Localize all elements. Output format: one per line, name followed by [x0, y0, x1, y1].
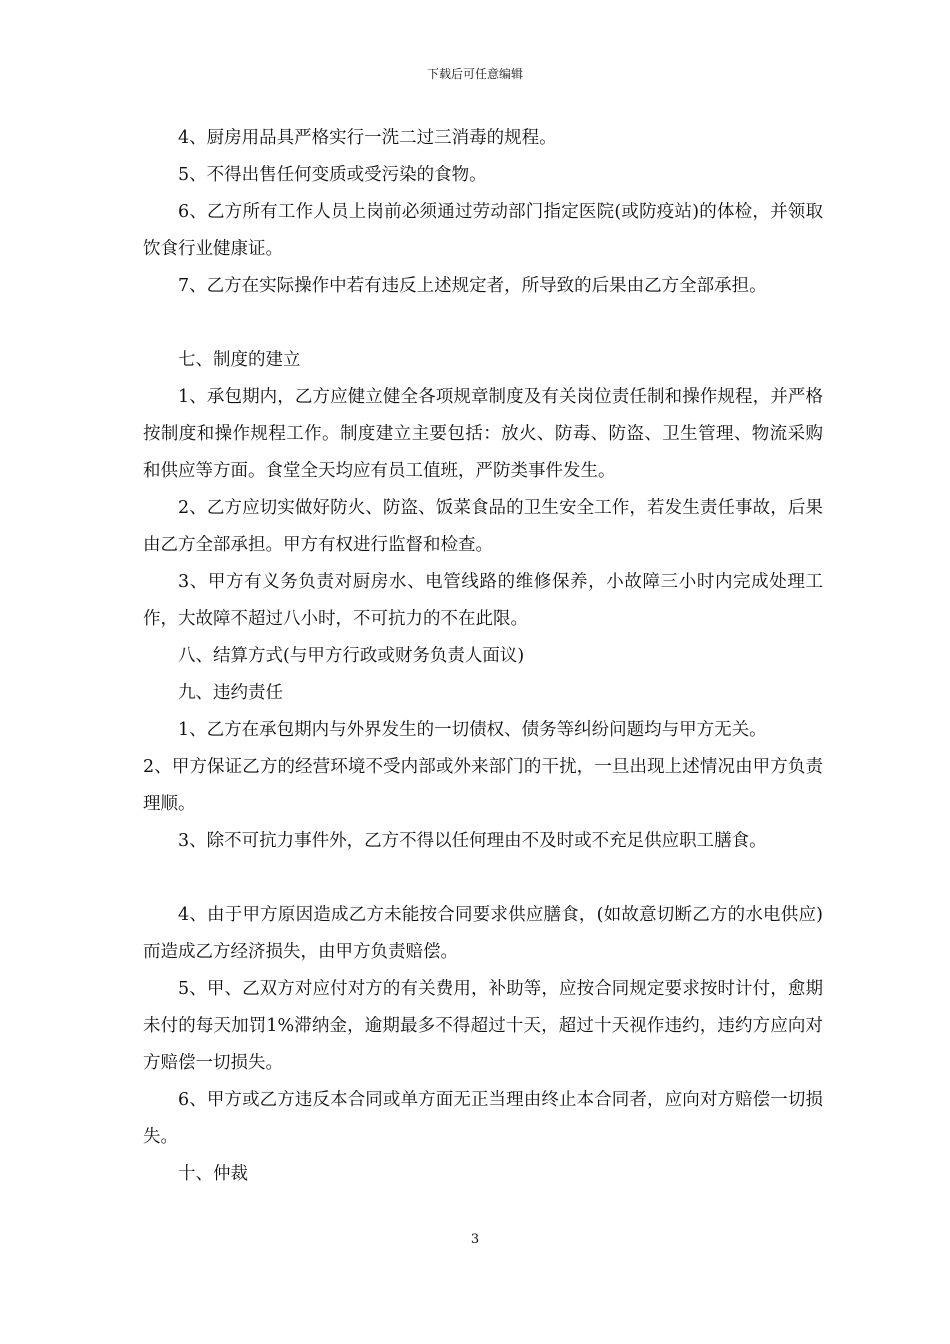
paragraph-liability-5: 5、甲、乙双方对应付对方的有关费用，补助等，应按合同规定要求按时计付，愈期未付的每天加罚1%滞纳金，逾期最多不得超过十天，超过十天视作违约，违约方应向对方赔偿一切损失。 [143, 979, 823, 1073]
paragraph-hygiene-7: 7、乙方在实际操作中若有违反上述规定者，所导致的后果由乙方全部承担。 [178, 276, 767, 296]
paragraph-liability-6: 6、甲方或乙方违反本合同或单方面无正当理由终止本合同者，应向对方赔偿一切损失。 [143, 1090, 823, 1147]
paragraph-system-2: 2、乙方应切实做好防火、防盗、饭菜食品的卫生安全工作，若发生责任事故，后果由乙方全部承担。甲方有权进行监督和检查。 [143, 498, 823, 555]
paragraph-liability-3: 3、除不可抗力事件外，乙方不得以任何理由不及时或不充足供应职工膳食。 [178, 831, 767, 851]
section-heading-9: 九、违约责任 [178, 683, 283, 703]
paragraph-liability-2: 2、甲方保证乙方的经营环境不受内部或外来部门的干扰，一旦出现上述情况由甲方负责理顺。 [143, 757, 823, 814]
document-body [143, 120, 823, 1193]
paragraph-hygiene-5: 5、不得出售任何变质或受污染的食物。 [178, 165, 487, 185]
section-heading-10: 十、仲裁 [178, 1164, 248, 1184]
paragraph-hygiene-4: 4、厨房用品具严格实行一洗二过三消毒的规程。 [178, 128, 557, 148]
paragraph-system-1: 1、承包期内，乙方应健立健全各项规章制度及有关岗位责任制和操作规程，并严格按制度和操作规程工作。制度建立主要包括：放火、防毒、防盗、卫生管理、物流采购和供应等方面。食堂全天均应有员工值班，严防类事件发生。 [143, 387, 823, 481]
section-heading-8: 八、结算方式(与甲方行政或财务负责人面议) [178, 646, 525, 666]
page-header-note: 下载后可任意编辑 [426, 67, 523, 81]
paragraph-liability-4: 4、由于甲方原因造成乙方未能按合同要求供应膳食，(如故意切断乙方的水电供应)而造成乙方经济损失，由甲方负责赔偿。 [143, 905, 823, 962]
paragraph-hygiene-6: 6、乙方所有工作人员上岗前必须通过劳动部门指定医院(或防疫站)的体检，并领取饮食行业健康证。 [143, 202, 823, 259]
paragraph-system-3: 3、甲方有义务负责对厨房水、电管线路的维修保养，小故障三小时内完成处理工作，大故障不超过八小时，不可抗力的不在此限。 [143, 572, 823, 629]
paragraph-liability-1: 1、乙方在承包期内与外界发生的一切债权、债务等纠纷问题均与甲方无关。 [178, 720, 767, 740]
page-number: 3 [470, 1232, 480, 1247]
section-heading-7: 七、制度的建立 [178, 350, 301, 370]
